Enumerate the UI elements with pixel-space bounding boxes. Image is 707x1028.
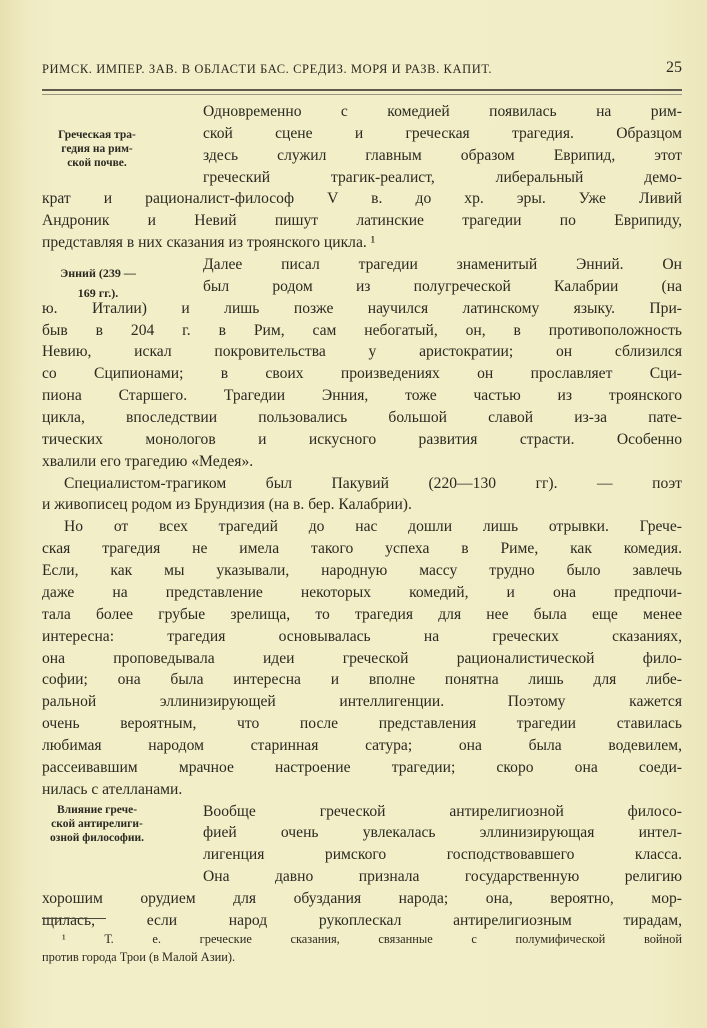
text-line: пиона Старшего. Трагедии Энния, тоже частью из троянского — [42, 387, 682, 405]
text-line: очень вероятным, что после представления трагедии ставилась — [42, 715, 682, 733]
text-line: любимая народом старинная сатура; она была водевилем, — [42, 736, 682, 754]
margin-note-line: ской антирелиги- — [51, 818, 143, 830]
page-number: 25 — [666, 59, 682, 76]
text-line: она проповедывала идеи греческой рационалистической фило- — [42, 649, 682, 667]
footnote-line: против города Трои (в Малой Азии). — [42, 950, 236, 964]
margin-note-line: Греческая тра- — [58, 129, 136, 141]
footnote-rule — [42, 918, 106, 919]
text-line: Одновременно с комедией появилась на рим- — [203, 103, 682, 120]
text-line: Невию, искал покровительства у аристократии; он сблизился — [42, 343, 682, 361]
text-line: хвалили его трагедию «Медея». — [42, 452, 254, 470]
text-line: тических монологов и искусного развития страсти. Особенно — [42, 430, 682, 448]
text-line: ральной эллинизирующей интеллигенции. Поэтому кажется — [42, 693, 682, 711]
text-line: и живописец родом из Брундизия (на в. бер. Калабрии). — [42, 496, 412, 514]
margin-note-greek-tragedy — [32, 128, 162, 170]
text-line: фией очень увлекалась эллинизирующая интел- — [203, 824, 682, 842]
footnote — [42, 930, 682, 966]
text-line: Специалистом-трагиком был Пакувий (220—130 гг). — поэт — [64, 474, 682, 492]
text-line: Если, как мы указывали, народную массу трудно было завлечь — [42, 562, 682, 580]
margin-note-line: ской почве. — [67, 157, 127, 169]
margin-note-line: Влияние грече- — [56, 804, 138, 816]
margin-note-line: Энний (239 — — [60, 266, 136, 280]
text-line: Она давно признала государственную религию — [203, 868, 682, 886]
footnote-line: ¹ Т. е. греческие сказания, связанные с полумифической войной — [62, 932, 682, 946]
text-line: крат и рационалист-философ V в. до хр. эры. Уже Ливий — [42, 190, 682, 208]
text-line: даже на представление некоторых комедий, и она предпочи- — [42, 583, 682, 601]
text-line: ской сцене и греческая трагедия. Образцом — [203, 124, 682, 142]
text-line: тала более грубые зрелища, то трагедия для нее была еще менее — [42, 605, 682, 623]
header-rule-thin — [42, 94, 682, 95]
margin-note-line: 169 гг.). — [77, 286, 119, 300]
text-line: нилась с ателланами. — [42, 780, 183, 798]
header-rule — [42, 89, 682, 91]
text-line: Вообще греческой антирелигиозной филосо- — [203, 802, 682, 820]
text-line: интересна: трагедия основывалась на греческих сказаниях, — [42, 627, 682, 645]
margin-note-line: озной философии. — [50, 832, 144, 844]
text-line: Далее писал трагедии знаменитый Энний. Он — [203, 256, 682, 274]
text-line: софии; она была интересна и вполне понятна лишь для либе- — [42, 671, 682, 689]
text-line: Но от всех трагедий до нас дошли лишь отрывки. Грече- — [64, 518, 682, 536]
text-line: греческий трагик-реалист, либеральный демо- — [203, 168, 682, 186]
running-header — [42, 59, 682, 77]
text-line: со Сципионами; в своих произведениях он прославляет Сци- — [42, 365, 682, 383]
text-line: лигенция римского господствовавшего класса. — [203, 846, 682, 864]
text-line: быв в 204 г. в Рим, сам небогатый, он, в противоположность — [42, 321, 682, 339]
running-title: РИМСК. ИМПЕР. ЗАВ. В ОБЛАСТИ БАС. СРЕДИЗ. МОРЯ И РАЗВ. КАПИТ. — [42, 62, 493, 76]
text-line: здесь служил главным образом Еврипид, этот — [203, 146, 682, 164]
text-line: был родом из полугреческой Калабрии (на — [203, 277, 682, 295]
text-line: рассеивавшим мрачное настроение трагедии; скоро она соеди- — [42, 758, 682, 776]
text-line: представляя в них сказания из троянского цикла. ¹ — [42, 234, 376, 252]
text-line: ю. Италии) и лишь позже научился латинскому языку. При- — [42, 299, 682, 317]
text-line: щилась, если народ рукоплескал антирелигиозным тирадам, — [42, 911, 682, 929]
text-line: ская трагедия не имела такого успеха в Риме, как комедия. — [42, 540, 682, 558]
margin-note-line: гедия на рим- — [61, 143, 133, 155]
text-line: цикла, впоследствии пользовались большой славой из-за пате- — [42, 409, 682, 427]
text-line: Андроник и Невий пишут латинские трагедии по Еврипиду, — [42, 212, 682, 230]
text-line: хорошим орудием для обуздания народа; она, вероятно, мор- — [42, 889, 682, 907]
margin-note-philosophy — [32, 803, 162, 845]
